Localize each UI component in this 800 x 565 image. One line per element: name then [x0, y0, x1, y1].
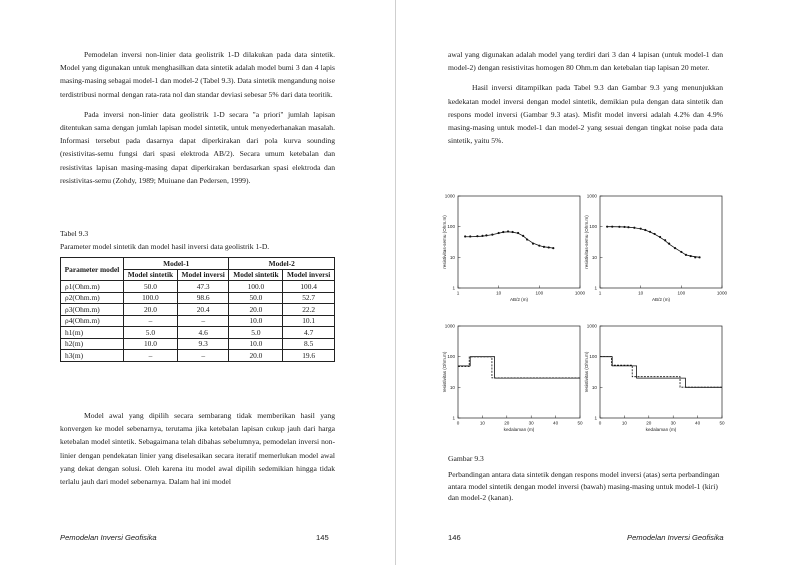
footer-title-text: Pemodelan Inversi Geofisika: [60, 533, 157, 542]
data-point: [548, 246, 550, 248]
data-point: [653, 233, 655, 235]
y-tick-label: 100: [589, 354, 597, 360]
x-tick-label: 10: [496, 290, 502, 296]
parameter-table-body: [61, 281, 335, 362]
right-body-top: [448, 48, 723, 147]
y-axis-label: resistivitas-semu (Ohm.m): [584, 215, 589, 269]
table-row: [61, 304, 335, 316]
x-tick-label: 1000: [716, 290, 728, 296]
subheader-cell: Model inversi: [283, 269, 335, 281]
value-cell: 100.4: [283, 281, 335, 293]
x-tick-label: 10: [479, 420, 485, 426]
value-cell: 22.2: [283, 304, 335, 316]
value-cell: 20.0: [124, 304, 178, 316]
parameter-table: [60, 257, 335, 362]
x-tick-label: 0: [598, 420, 602, 426]
y-tick-label: 100: [447, 224, 455, 230]
value-cell: 4.6: [177, 327, 229, 339]
subheader-cell: Model sintetik: [229, 269, 283, 281]
value-cell: –: [177, 350, 229, 362]
right-footer-title: [627, 533, 724, 542]
left-paragraph-1: Pemodelan inversi non-linier data geolistrik 1-D dilakukan pada data sintetik. Model yang digunakan untuk menghasilkan data sintetik adalah model bumi 3 dan 4 lapis masing-masing sebagai model-1 dan model-2 (Tabel 9.3). Data sintetik mengandung noise terdistribusi normal dengan rata-rata nol dan standar deviasi sebesar 5% dari data teoritik.: [60, 50, 335, 99]
x-tick-label: 20: [646, 420, 652, 426]
left-paragraph-2: Pada inversi non-linier data geolistrik 1-D secara "a priori" jumlah lapisan ditentukan sama dengan jumlah lapisan model sintetik, untuk menyederhanakan masalah. Informasi tersebut pada dasarnya dapat diperkirakan dari pola kurva sounding (resistivitas-semu fungsi dari spasi elektroda AB/2). Secara umum ketebalan dan resistivitas lapisan masing-masing dapat diperkirakan berdasarkan spasi elektroda dan resistivitas-semu (Zohdy, 1989; Muiuane dan Pedersen, 1999).: [60, 109, 335, 185]
left-body-bottom: [60, 409, 335, 488]
param-cell: ρ2(Ohm.m): [61, 292, 124, 304]
right-paragraph-2: Hasil inversi ditampilkan pada Tabel 9.3 dan Gambar 9.3 yang menunjukkan kedekatan model inversi dengan model sintetik, demikian pula dengan data sintetik dan respons model inversi (Gambar 9.3 atas). Misfit model inversi adalah 4.2% dan 4.9% masing-masing untuk model-1 dan model-2 yang sesuai dengan tingkat noise pada data sintetik, yaitu 5%.: [448, 83, 723, 146]
chart-frame: [458, 326, 580, 418]
value-cell: 50.0: [229, 292, 283, 304]
x-axis-label: kedalaman (m): [503, 427, 535, 432]
value-cell: 98.6: [177, 292, 229, 304]
x-tick-label: 1: [598, 290, 602, 296]
value-cell: 100.0: [124, 292, 178, 304]
y-axis-label: resistivitas (Ohm.m): [442, 351, 447, 393]
x-tick-label: 0: [456, 420, 460, 426]
param-cell: ρ4(Ohm.m): [61, 315, 124, 327]
value-cell: 47.3: [177, 281, 229, 293]
x-tick-label: 20: [504, 420, 510, 426]
value-cell: 4.7: [283, 327, 335, 339]
data-point: [664, 239, 666, 241]
data-point: [690, 255, 692, 257]
figure-9-3: [444, 190, 744, 450]
data-point: [623, 226, 625, 228]
value-cell: 8.5: [283, 338, 335, 350]
x-tick-label: 100: [677, 290, 686, 296]
data-point: [517, 232, 519, 234]
value-cell: 50.0: [124, 281, 178, 293]
y-tick-label: 1000: [444, 323, 455, 329]
x-tick-label: 1000: [574, 290, 586, 296]
data-point: [491, 234, 493, 236]
inverse-model-line: [458, 357, 580, 378]
y-tick-label: 100: [589, 224, 597, 230]
response-curve: [607, 227, 699, 258]
data-point: [511, 231, 513, 233]
value-cell: 5.0: [124, 327, 178, 339]
param-cell: ρ1(Ohm.m): [61, 281, 124, 293]
data-point: [522, 235, 524, 237]
group-header-model-1: Model-1: [124, 258, 229, 270]
data-point: [464, 235, 466, 237]
x-tick-label: 10: [638, 290, 644, 296]
left-page-number: 145: [316, 533, 329, 542]
x-tick-label: 30: [670, 420, 676, 426]
y-tick-label: 1000: [444, 193, 455, 199]
data-point: [485, 234, 487, 236]
y-tick-label: 1000: [586, 323, 597, 329]
table-row: [61, 350, 335, 362]
synthetic-model-line: [458, 357, 580, 378]
group-header-model-2: Model-2: [229, 258, 335, 270]
data-point: [507, 230, 509, 232]
synthetic-model-line: [600, 357, 722, 388]
y-tick-label: 10: [449, 254, 455, 260]
value-cell: 5.0: [229, 327, 283, 339]
x-tick-label: 40: [695, 420, 701, 426]
data-point: [611, 226, 613, 228]
data-point: [538, 245, 540, 247]
x-tick-label: 40: [553, 420, 559, 426]
data-point: [481, 235, 483, 237]
value-cell: –: [177, 315, 229, 327]
chart-frame: [600, 326, 722, 418]
value-cell: 20.0: [229, 350, 283, 362]
figure-label: Gambar 9.3: [448, 454, 484, 463]
x-tick-label: 1: [456, 290, 460, 296]
right-page-number: 146: [448, 533, 461, 542]
y-tick-label: 1000: [586, 193, 597, 199]
x-axis-label: AB/2 (m): [509, 297, 529, 302]
x-axis-label: kedalaman (m): [645, 427, 677, 432]
y-tick-label: 1: [452, 415, 455, 421]
data-point: [476, 235, 478, 237]
value-cell: –: [124, 350, 178, 362]
value-cell: 19.6: [283, 350, 335, 362]
x-tick-label: 30: [528, 420, 534, 426]
data-point: [469, 235, 471, 237]
y-tick-label: 10: [591, 384, 597, 390]
value-cell: 52.7: [283, 292, 335, 304]
y-tick-label: 1: [452, 285, 455, 291]
chart-frame: [600, 196, 722, 288]
value-cell: 20.0: [229, 304, 283, 316]
y-tick-label: 10: [449, 384, 455, 390]
left-footer-title: [60, 533, 157, 542]
data-point: [680, 251, 682, 253]
value-cell: –: [124, 315, 178, 327]
data-point: [649, 231, 651, 233]
data-point: [532, 243, 534, 245]
value-cell: 20.4: [177, 304, 229, 316]
x-tick-label: 10: [621, 420, 627, 426]
param-cell: h3(m): [61, 350, 124, 362]
y-axis-label: resistivitas-semu (Ohm.m): [442, 215, 447, 269]
y-axis-label: resistivitas (Ohm.m): [584, 351, 589, 393]
value-cell: 10.0: [124, 338, 178, 350]
left-body-top: [60, 48, 335, 187]
data-point: [552, 247, 554, 249]
table-label: Tabel 9.3: [60, 229, 89, 238]
x-tick-label: 100: [535, 290, 544, 296]
x-tick-label: 50: [719, 420, 725, 426]
x-axis-label: AB/2 (m): [651, 297, 671, 302]
value-cell: 9.3: [177, 338, 229, 350]
data-point: [674, 247, 676, 249]
table-row: [61, 338, 335, 350]
left-paragraph-3: Model awal yang dipilih secara sembarang tidak memberikan hasil yang konvergen ke model sebenarnya, terutama jika ketebalan lapisan cukup jauh dari harga ketebalan model sintetik. Sebagaimana telah dibahas sebelumnya, pemodelan inversi non-linier dengan pendekatan linier yang diselesaikan secara iteratif memerlukan model awal yang dekat dengan solusi. Oleh karena itu model awal dipilih sedemikian hingga tidak terlalu jauh dari model sebenarnya. Dalam hal ini model: [60, 411, 335, 487]
subheader-cell: Model inversi: [177, 269, 229, 281]
data-point: [644, 229, 646, 231]
data-point: [685, 254, 687, 256]
param-header: Parameter model: [61, 258, 124, 281]
param-cell: h1(m): [61, 327, 124, 339]
figure-caption: Perbandingan antara data sintetik dengan respons model inversi (atas) serta perbandingan antara model sintetik dengan model inversi (bawah) masing-masing untuk model-1 (kiri) dan model-2 (kanan).: [448, 470, 720, 502]
footer-title-text: Pemodelan Inversi Geofisika: [627, 533, 724, 542]
value-cell: 10.0: [229, 338, 283, 350]
data-point: [498, 232, 500, 234]
right-page: [400, 0, 800, 565]
table-row: [61, 281, 335, 293]
chart-frame: [458, 196, 580, 288]
data-point: [668, 243, 670, 245]
y-tick-label: 1: [594, 285, 597, 291]
data-point: [618, 226, 620, 228]
table-row: [61, 327, 335, 339]
data-point: [606, 226, 608, 228]
left-page: [0, 0, 396, 565]
param-cell: ρ3(Ohm.m): [61, 304, 124, 316]
data-point: [694, 256, 696, 258]
data-point: [543, 246, 545, 248]
right-paragraph-1: awal yang digunakan adalah model yang terdiri dari 3 dan 4 lapisan (untuk model-1 dan model-2) dengan resistivitas homogen 80 Ohm.m dan ketebalan tiap lapisan 20 meter.: [448, 50, 723, 73]
y-tick-label: 10: [591, 254, 597, 260]
data-point: [698, 256, 700, 258]
data-point: [633, 227, 635, 229]
table-row: [61, 315, 335, 327]
value-cell: 100.0: [229, 281, 283, 293]
data-point: [526, 238, 528, 240]
value-cell: 10.0: [229, 315, 283, 327]
table-row: [61, 292, 335, 304]
data-point: [627, 226, 629, 228]
y-tick-label: 100: [447, 354, 455, 360]
data-point: [640, 228, 642, 230]
subheader-cell: Model sintetik: [124, 269, 178, 281]
data-point: [659, 236, 661, 238]
param-cell: h2(m): [61, 338, 124, 350]
data-point: [502, 231, 504, 233]
inverse-model-line: [600, 357, 722, 388]
table-caption: Parameter model sintetik dan model hasil inversi data geolistrik 1-D.: [60, 242, 270, 251]
x-tick-label: 50: [577, 420, 583, 426]
y-tick-label: 1: [594, 415, 597, 421]
value-cell: 10.1: [283, 315, 335, 327]
